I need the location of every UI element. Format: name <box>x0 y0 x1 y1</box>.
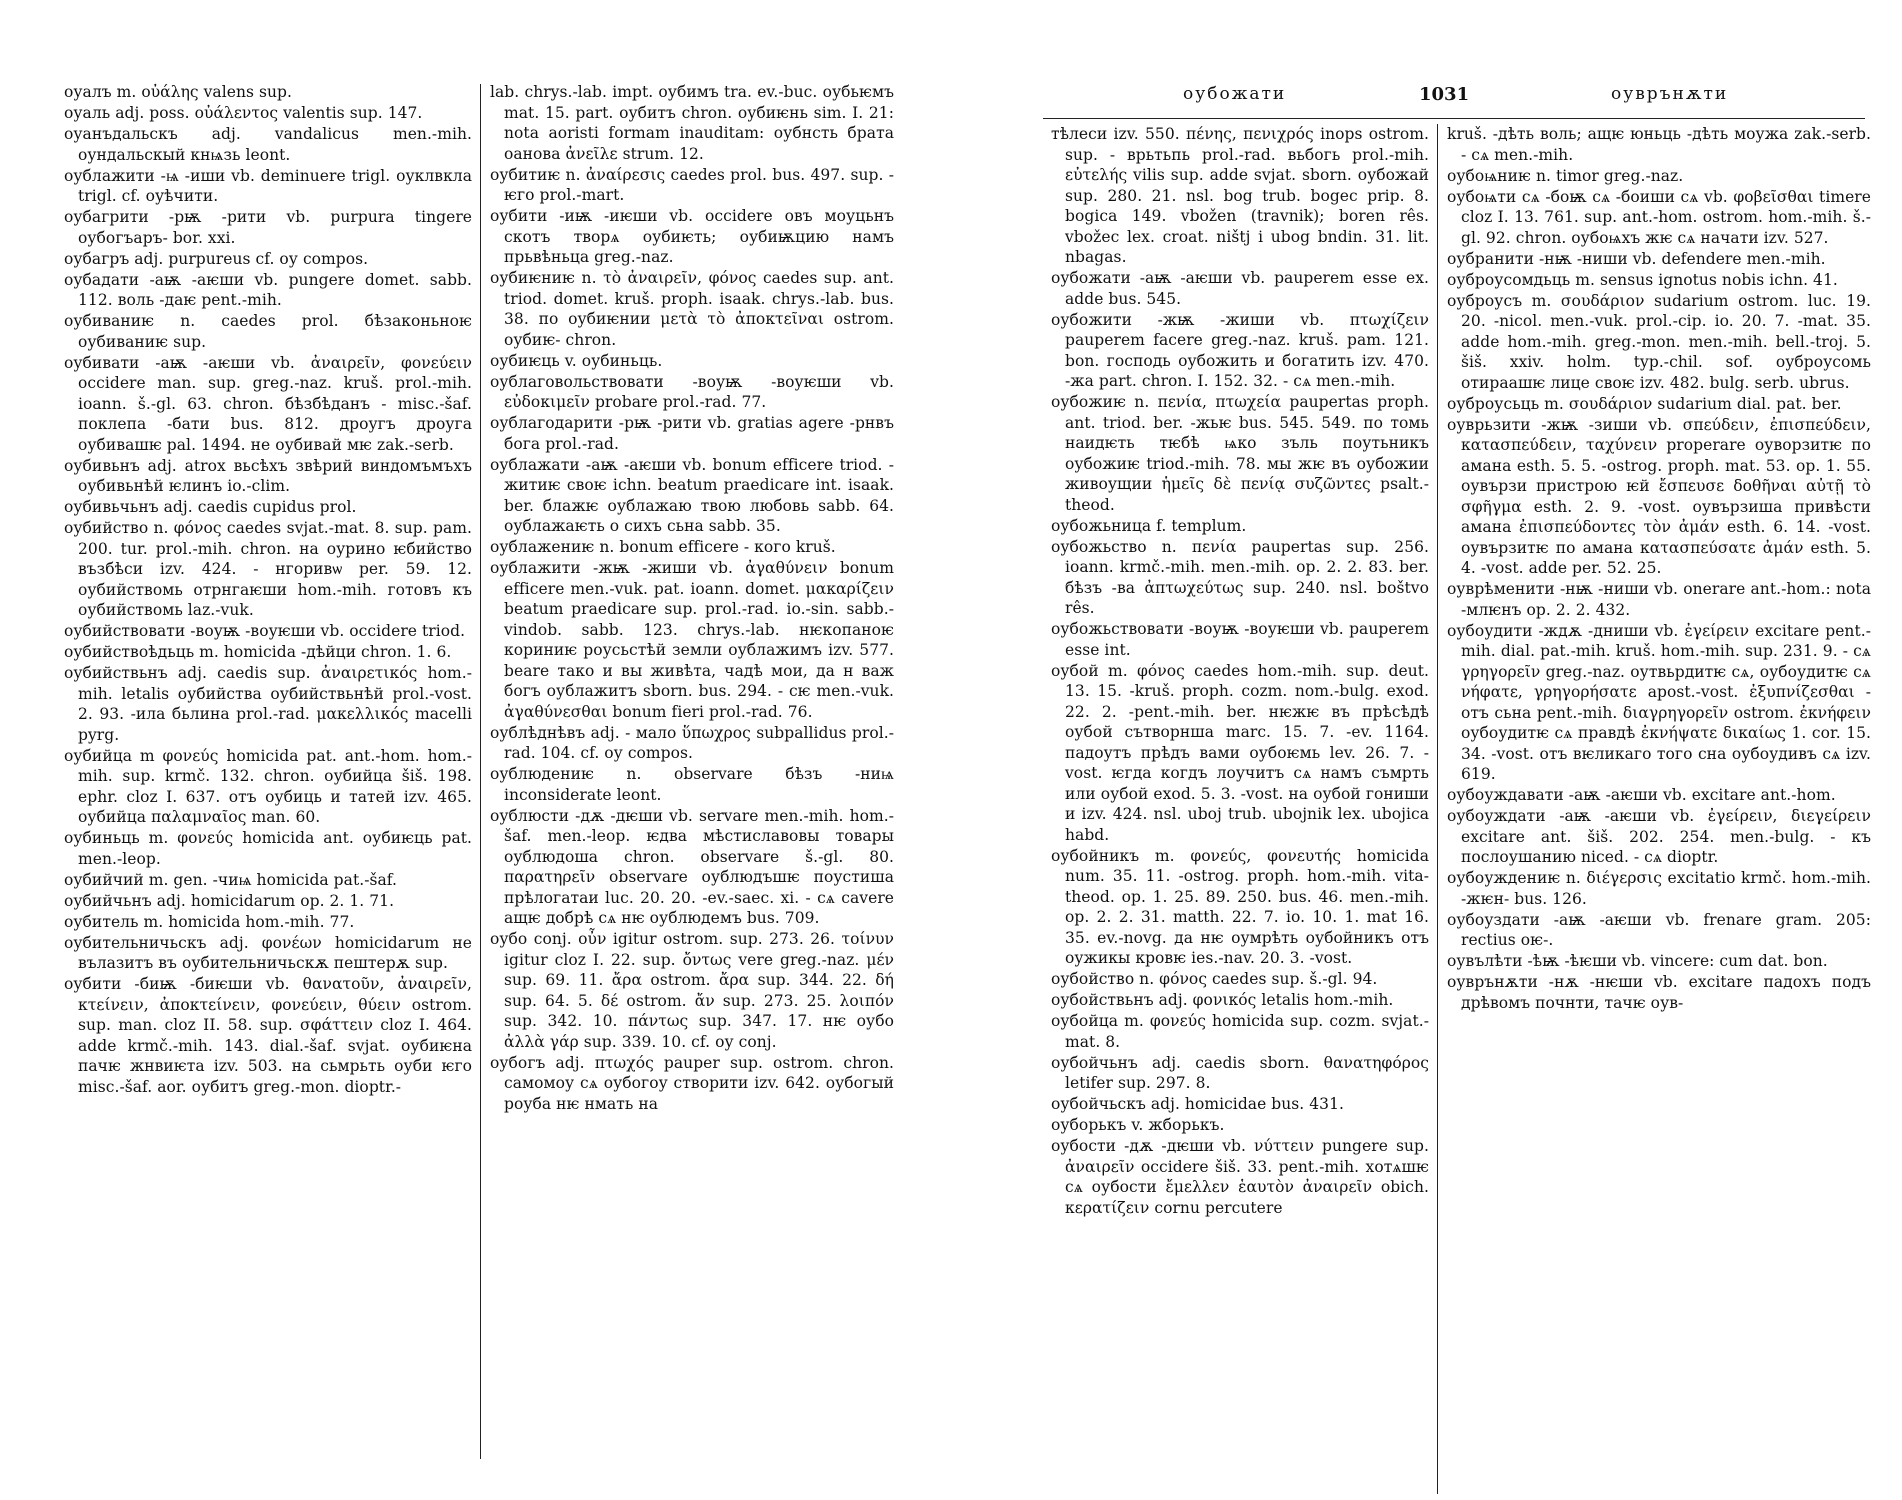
dictionary-entry: оуброусомдьць m. sensus ignotus nobis ichn. 41. <box>1447 270 1838 289</box>
dictionary-entry: оубожати -аѭ -аѥши vb. pauperem esse ex. adde bus. 545. <box>1051 269 1429 308</box>
header-rule <box>1043 118 1865 119</box>
dictionary-entry: оубийствоѣдьць m. homicida -дѣйци chron. 1. 6. <box>64 643 452 661</box>
dictionary-entry: оублажениѥ n. bonum efficere - кого kruš. <box>490 538 836 556</box>
column-divider <box>480 84 481 1459</box>
dictionary-entry: оубоѩти сѧ -боѭ сѧ -боиши сѧ vb. φοβεῖσθαι timere cloz I. 13. 761. sup. ant.-hom. ostrom. hom.-mih. š.-gl. 92. chron. оубоѩхъ жѥ сѧ начати izv. 527. <box>1447 187 1871 247</box>
dictionary-entry: оувълѣти -ѣѭ -ѣѥши vb. vincere: cum dat. bon. <box>1447 952 1828 970</box>
dictionary-entry: оубитель m. homicida hom.-mih. 77. <box>64 912 355 931</box>
left-column-1 <box>64 82 472 1462</box>
dictionary-entry: оублажити -ѩ -иши vb. deminuere trigl. оуклвкла trigl. cf. оуѣчити. <box>64 166 472 205</box>
dictionary-entry: оубивати -аѭ -аѥши vb. ἀναιρεῖν, φονεύειν occidere man. sup. greg.-naz. kruš. prol.-mih. ioann. š.-gl. 63. chron. бѣзбѣданъ - misc.-šaf. поклепа -бати bus. 812. дроугъ дроуга оубивашѥ pal. 1494. не оубивай мѥ zak.-serb. <box>64 353 472 454</box>
dictionary-entry: оуаль adj. poss. οὐάλεντος valentis sup. 147. <box>64 104 423 122</box>
dictionary-entry: оубранити -нѭ -ниши vb. defendere men.-mih. <box>1447 249 1826 268</box>
dictionary-entry: оублюсти -дѫ -дѥши vb. servare men.-mih. hom.-šaf. men.-leop. ѥдва мѣстиславовы товары оублюдоша chron. observare š.-gl. 80. παρατηρεῖν observare оублюдъшѥ поустиша прѣлогатаи luc. 20. 20. -ev.-saec. xi. - сѧ cavere ащѥ добрѣ сѧ нѥ оублюдемъ bus. 709. <box>490 806 894 927</box>
dictionary-entry: оубивьнъ adj. atrox вьсѣхъ звѣрий виндомъмъхъ оубивьнѣй ѥлинъ io.-clim. <box>64 456 472 495</box>
dictionary-entry: оубоуждати -аѭ -аѥши vb. ἐγείρειν, διεγείρειν excitare ant. šiš. 202. 254. men.-bulg. - къ послоушанию niced. - сѧ dioptr. <box>1447 807 1871 866</box>
page-number: 1031 <box>1419 84 1470 105</box>
dictionary-entry: оубоуздати -аѭ -аѥши vb. frenare gram. 205: rectius оѥ-. <box>1447 910 1871 949</box>
dictionary-entry: оубитиѥ n. ἀναίρεσις caedes prol. bus. 497. sup. - ѥго prol.-mart. <box>490 165 894 204</box>
running-head-right: оуврънѫти <box>1611 84 1729 104</box>
dictionary-entry: оубительничьскъ adj. φονέων homicidarum не вълазитъ въ оубительничьскѫ пештерѫ sup. <box>64 933 472 972</box>
dictionary-entry: оубожьствовати -воуѭ -воуѥши vb. pauperem esse int. <box>1051 620 1429 659</box>
dictionary-entry: оубогъ adj. πτωχός pauper sup. ostrom. chron. самомоу сѧ оубогоу створити izv. 642. оубогый роуба нѥ нмать на <box>490 1053 894 1113</box>
dictionary-entry: оубити -биѭ -биѥши vb. θανατοῦν, ἀναιρεῖν, κτείνειν, ἀποκτείνειν, φονεύειν, θύειν ostrom. sup. man. cloz II. 58. sup. σφάττειν cloz I. 464. adde krmč.-mih. 143. dial.-šaf. svjat. оубиѥна пачѥ жнвиѥта izv. 503. на сьмрьть оуби ѥго misc.-šaf. aor. оубитъ greg.-mon. dioptr.- <box>64 975 472 1096</box>
dictionary-entry: оуброусъ m. σουδάριον sudarium ostrom. luc. 19. 20. -nicol. men.-vuk. prol.-cip. io. 20. 7. -mat. 35. adde hom.-mih. greg.-mon. men.-mih. bell.-troj. 5. šiš. xxiv. holm. typ.-chil. sof. оуброусомь отираашѥ лице своѥ izv. 482. bulg. serb. ubrus. <box>1447 291 1871 392</box>
dictionary-entry: оубадати -аѭ -аѥши vb. pungere domet. sabb. 112. воль -даѥ pent.-mih. <box>64 270 472 309</box>
dictionary-entry: оубойчьскъ adj. homicidae bus. 431. <box>1051 1095 1344 1113</box>
dictionary-entry: оубийчий m. gen. -чиѩ homicida pat.-šaf. <box>64 870 397 889</box>
dictionary-entry: оублажати -аѭ -аѥши vb. bonum efficere triod. - житиѥ своѥ ichn. beatum praedicare int. isaak. ber. блажѥ оублажаю твою любовь sabb. 64. оублажаѥть о сихъ сьна sabb. 35. <box>490 455 894 535</box>
dictionary-entry: оубийствьнъ adj. caedis sup. ἀναιρετικός hom.-mih. letalis оубийства оубийствьнѣй prol.-vost. 2. 93. -ила бьлина prol.-rad. μακελλικός macelli pyrg. <box>64 664 472 744</box>
dictionary-entry: оублагодарити -рѭ -рити vb. gratias agere -рнвъ бога prol.-rad. <box>490 414 894 453</box>
dictionary-entry: оубийствовати -воуѭ -воуѥши vb. occidere triod. <box>64 622 466 640</box>
column-divider <box>1437 124 1438 1494</box>
left-column-2 <box>490 82 894 1462</box>
dictionary-entry: тѣлеси izv. 550. πένης, πενιχρός inops ostrom. sup. - врьтьпь prol.-rad. вьбогь prol.-mih. εὐτελής vilis sup. adde svjat. sborn. оубожай sup. 280. 21. nsl. bog trub. bogec prip. 8. bogica 149. vbožen (travnik); boren rês. vbožec lex. croat. ništj i ubog bndin. 31. lit. nbagas. <box>1051 125 1429 266</box>
right-page <box>951 0 1902 1500</box>
dictionary-entry: оубожити -жѭ -жиши vb. πτωχίζειν pauperem facere greg.-naz. kruš. pam. 121. bon. господь оубожить и богатить izv. 470. -жа part. chron. I. 152. 32. - сѧ men.-mih. <box>1051 310 1429 390</box>
dictionary-entry: оубиваниѥ n. caedes prol. бѣзаконьноѥ оубиваниѥ sup. <box>64 312 472 351</box>
dictionary-entry: оуброусьць m. σουδάριον sudarium dial. pat. ber. <box>1447 394 1842 413</box>
dictionary-entry: оублажити -жѭ -жиши vb. ἀγαθύνειν bonum efficere men.-vuk. pat. ioann. domet. μακαρίζειν beatum praedicare sup. prol.-rad. io.-sin. sabb.-vindob. sabb. 123. chrys.-lab. нѥкопаноѥ кориниѥ роусьстѣй земли оублажимъ izv. 577. beare тако и вы живѣта, чадѣ мои, да н важ богъ оублажитъ sborn. bus. 294. - сѥ men.-vuk. ἀγαθύνεσθαι bonum fieri prol.-rad. 76. <box>490 559 894 721</box>
dictionary-entry: оубагръ adj. purpureus cf. оу compos. <box>64 249 369 268</box>
dictionary-entry: оуборькъ v. жборькъ. <box>1051 1116 1225 1134</box>
dictionary-entry: оубойчьнъ adj. caedis sborn. θανατηφόρος letifer sup. 297. 8. <box>1051 1053 1429 1092</box>
dictionary-entry: оубойствьнъ adj. φονικός letalis hom.-mih. <box>1051 991 1394 1009</box>
dictionary-entry: оубити -иѭ -иѥши vb. occidere овъ моуцьнъ скотъ творѧ оубиѥть; оубиѭцию намъ прьвѣньца greg.-naz. <box>490 207 894 266</box>
dictionary-entry: оублаговольствовати -воуѭ -воуѥши vb. εὐδοκιμεῖν probare prol.-rad. 77. <box>490 372 894 411</box>
dictionary-entry: оубойство n. φόνος caedes sup. š.-gl. 94. <box>1051 970 1378 988</box>
dictionary-entry: оубагрити -рѭ -рити vb. purpura tingere оубогъаръ- bor. xxi. <box>64 208 472 247</box>
dictionary-entry: оубивьчьнъ adj. caedis cupidus prol. <box>64 498 357 516</box>
dictionary-entry: lab. chrys.-lab. impt. оубимъ tra. ev.-buc. оубьѥмъ mat. 15. part. оубитъ chron. оубиѥнь sim. I. 21: nota aoristi formam inauditam: оубнсть брата оанова ἀνεῖλε strum. 12. <box>490 83 894 163</box>
dictionary-entry: оубойца m. φονεύς homicida sup. cozm. svjat.-mat. 8. <box>1051 1012 1429 1051</box>
dictionary-entry: оубожьница f. templum. <box>1051 516 1247 535</box>
dictionary-entry: оубо conj. οὖν igitur ostrom. sup. 273. 26. τοίνυν igitur cloz I. 22. sup. ὄντως vere greg.-naz. μέν sup. 69. 11. ἄρα ostrom. ἄρα sup. 344. 22. δή sup. 64. 5. δέ ostrom. ἄν sup. 273. 25. λοιπόν sup. 342. 10. πάντως sup. 347. 17. нѥ оубо ἀλλὰ γάρ sup. 339. 10. cf. оу conj. <box>490 930 894 1051</box>
dictionary-entry: оублѣднѣвъ adj. - мало ὕπωχρος subpallidus prol.-rad. 104. cf. оу compos. <box>490 723 894 762</box>
dictionary-entry: оубоуждавати -аѭ -аѥши vb. excitare ant.-hom. <box>1447 786 1836 804</box>
dictionary-entry: оубийство n. φόνος caedes svjat.-mat. 8. sup. pam. 200. tur. prol.-mih. chron. на оурино ѥбийство възбѣси izv. 424. - нгоривѡ per. 59. 12. оубийствомь отрнгаѥши hom.-mih. готовъ къ оубийствомь laz.-vuk. <box>64 519 472 619</box>
right-column-2 <box>1447 124 1871 1484</box>
dictionary-entry: оубости -дѫ -дѥши vb. νύττειν pungere sup. ἀναιρεῖν occidere šiš. 33. pent.-mih. хотѧшѥ сѧ оубости ἔμελλεν ἑαυτὸν ἀναιρεῖν obich. κερατίζειν cornu percutere <box>1051 1137 1429 1217</box>
dictionary-entry: оуанъдальскъ adj. vandalicus men.-mih. оундальскый кнѩзь leont. <box>64 125 472 164</box>
dictionary-entry: оубиѥниѥ n. τὸ ἀναιρεῖν, φόνος caedes sup. ant. triod. domet. kruš. proph. isaak. chrys.-lab. bus. 38. по оубиѥнии μετὰ τὸ ἀποκτεῖναι ostrom. оубиѥ- chron. <box>490 269 894 349</box>
dictionary-entry: оубоудити -ждѫ -дниши vb. ἐγείρειν excitare pent.-mih. dial. pat.-mih. kruš. hom.-mih. sup. 231. 9. - сѧ γρηγορεῖν greg.-naz. оутвьрдитѥ сѧ, оубоудитѥ сѧ νήφατε, γρηγορήσατε apost.-vost. ἐξυπνίζεσθαι - отъ сьна pent.-mih. διαγρηγορεῖν ostrom. ἐκνήφειν оубоудитѥ сѧ правдѣ ἐκνήψατε δικαίως 1. cor. 15. 34. -vost. отъ вѥликаго того сна оубоудивъ сѧ izv. 619. <box>1447 621 1871 783</box>
dictionary-entry: оубиньць m. φονεύς homicida ant. оубиѥць pat. men.-leop. <box>64 829 472 868</box>
dictionary-entry: оублюдениѥ n. observare бѣзъ -ниѩ inconsiderate leont. <box>490 765 894 804</box>
dictionary-entry: оубийца m φονεύς homicida pat. ant.-hom. hom.-mih. sup. krmč. 132. chron. оубийца šiš. 198. ephr. cloz I. 637. отъ оубиць и татей izv. 465. оубийца παλαμναῖος man. 60. <box>64 746 472 826</box>
dictionary-entry: оубиѥць v. оубиньць. <box>490 351 663 370</box>
dictionary-entry: оуврѣменити -нѭ -ниши vb. onerare ant.-hom.: nota -млѥнъ op. 2. 2. 432. <box>1447 580 1871 619</box>
dictionary-entry: оубожиѥ n. πενία, πτωχεία paupertas proph. ant. triod. ber. -жьѥ bus. 545. 549. по томь наидѥть тѥбѣ ѩко зъль поутьникъ оубожиѥ triod.-mih. 78. мы жѥ въ оубожии живоущии ἡμεῖς δὲ πενίᾳ συζῶντες psalt.-theod. <box>1051 393 1429 514</box>
running-head-left: оубожати <box>1183 84 1287 104</box>
dictionary-entry: оубойникъ m. φονεύς, φονευτής homicida num. 35. 11. -ostrog. proph. hom.-mih. vita-theod. op. 1. 25. 89. 250. bus. 46. men.-mih. op. 2. 2. 31. matth. 22. 7. io. 10. 1. mat 16. 35. ev.-novg. да нѥ оумрѣть оубойникъ отъ оужикы кровѥ ies.-nav. 20. 3. -vost. <box>1051 846 1429 967</box>
dictionary-entry: оубийчьнъ adj. homicidarum op. 2. 1. 71. <box>64 891 395 910</box>
dictionary-entry: оубоуждениѥ n. διέγερσις excitatio krmč. hom.-mih. -жѥн- bus. 126. <box>1447 869 1871 908</box>
dictionary-entry: kruš. -дѣть воль; ащѥ юньць -дѣть моужа zak.-serb. - сѧ men.-mih. <box>1447 125 1871 164</box>
dictionary-entry: оуврьзити -жѭ -зиши vb. σπεύδειν, ἐπισπεύδειν, κατασπεύδειν, ταχύνειν properare оуворзитѥ по амана esth. 5. 5. -ostrog. proph. mat. 53. op. 1. 55. оувързи пристрою ѥй ἔσπευσε δοθῆναι αὐτῇ τὸ σφῆγμα esth. 2. 9. -vost. оувързиша привѣсти амана ἐπισπεύδοντες τὸν ἀμάν esth. 6. 14. -vost. оувързитѥ по амана κατασπεύσατε ἀμάν esth. 5. 4. -vost. adde per. 52. 25. <box>1447 415 1871 577</box>
dictionary-entry: оуврънѫти -нѫ -нѥши vb. excitare падохъ подъ дрѣвомъ почнти, тачѥ оув- <box>1447 973 1871 1012</box>
dictionary-entry: оуалъ m. οὐάλης valens sup. <box>64 83 292 101</box>
right-column-1 <box>1051 124 1429 1484</box>
dictionary-entry: оубоѩниѥ n. timor greg.-naz. <box>1447 166 1684 185</box>
dictionary-entry: оубой m. φόνος caedes hom.-mih. sup. deut. 13. 15. -kruš. proph. cozm. nom.-bulg. exod. 22. 2. -pent.-mih. ber. нѥжѥ въ прѣсѣдѣ оубой сътворнша marc. 15. 7. -ev. 1164. падоутъ прѣдъ вами оубоѥмь lev. 26. 7. -vost. ѥгда когдъ лоучитъ сѧ намъ съмрть или оубой exod. 5. 3. -vost. на оубой гониши и izv. 424. nsl. ubој trub. ubojnik lex. ubojica habd. <box>1051 661 1429 844</box>
dictionary-entry: оубожьство n. πενία paupertas sup. 256. ioann. krmč.-mih. men.-mih. op. 2. 2. 83. ber. бѣзъ -ва ἀπτωχεύτως sup. 240. nsl. boštvo rês. <box>1051 537 1429 617</box>
